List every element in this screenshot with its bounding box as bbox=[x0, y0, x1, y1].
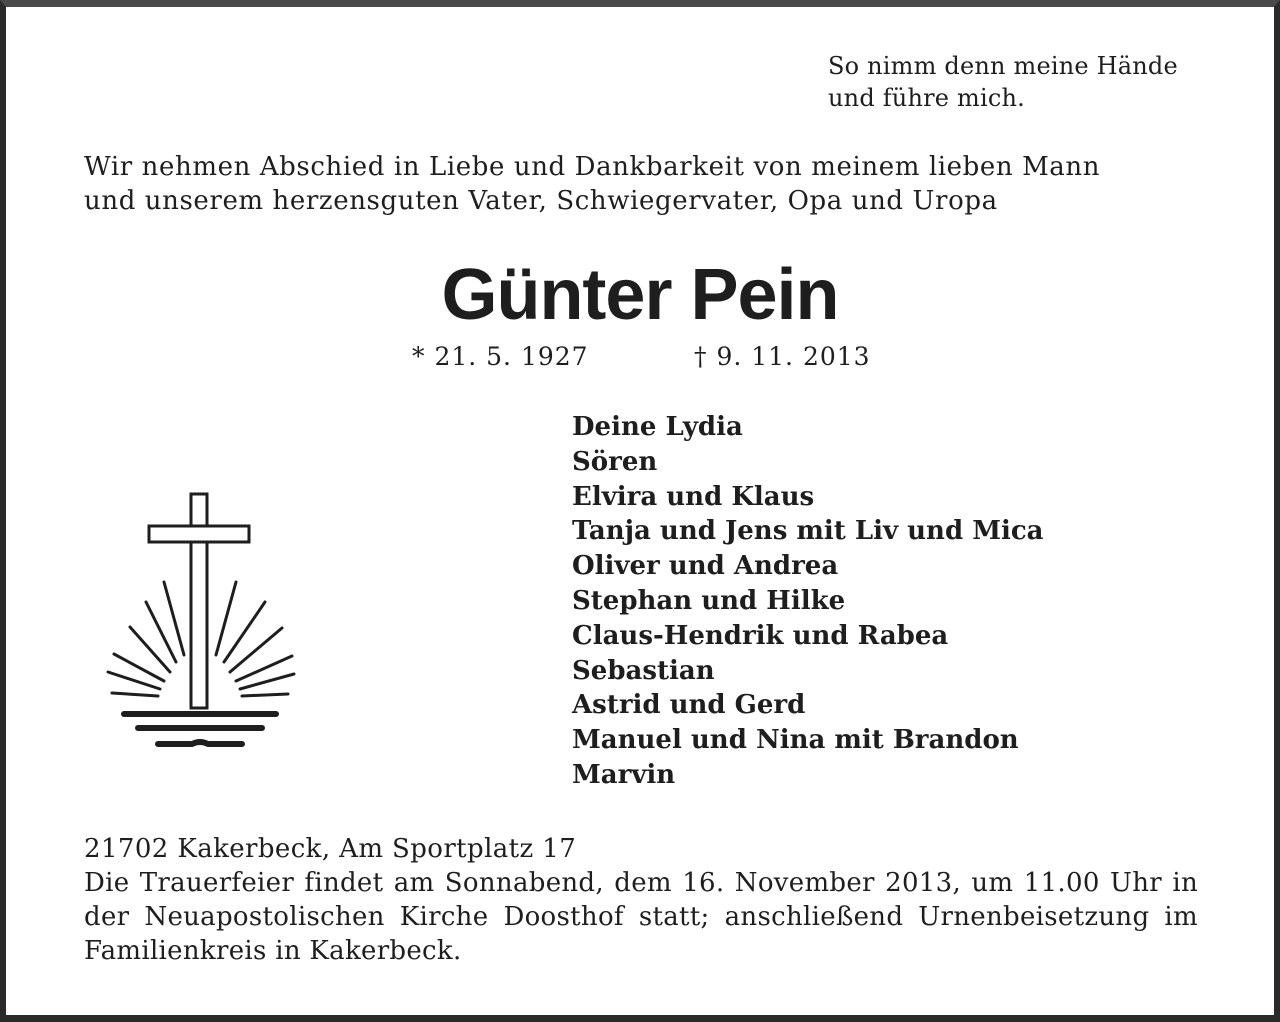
mourner-item: Astrid und Gerd bbox=[572, 690, 806, 721]
address: 21702 Kakerbeck, Am Sportplatz 17 bbox=[84, 834, 577, 864]
mourner-item: Manuel und Nina mit Brandon bbox=[572, 725, 1019, 756]
intro-line-1: Wir nehmen Abschied in Liebe und Dankbarkeit von meinem lieben Mann bbox=[84, 152, 1101, 182]
new-apostolic-church-emblem-icon bbox=[100, 490, 300, 750]
mourner-item: Claus-Hendrik und Rabea bbox=[572, 620, 949, 651]
motto-verse bbox=[828, 50, 1178, 114]
mourner-item: Stephan und Hilke bbox=[572, 585, 846, 616]
funeral-notice: Die Trauerfeier findet am Sonnabend, dem 16. November 2013, um 11.00 Uhr in der Neuapostolischen Kirche Doosthof statt; anschließend Urnenbeisetzung im Familienkreis in Kakerbeck. bbox=[84, 868, 1198, 966]
intro-line-2: und unserem herzensguten Vater, Schwiegervater, Opa und Uropa bbox=[84, 186, 998, 216]
mourner-item: Sören bbox=[572, 446, 658, 477]
mourner-item: Marvin bbox=[572, 759, 676, 790]
death-date: † 9. 11. 2013 bbox=[694, 342, 871, 371]
motto-line-2: und führe mich. bbox=[828, 84, 1025, 112]
mourner-item: Tanja und Jens mit Liv und Mica bbox=[572, 516, 1044, 547]
mourner-list bbox=[572, 410, 1044, 793]
mourner-item: Elvira und Klaus bbox=[572, 481, 815, 512]
mourner-item: Oliver und Andrea bbox=[572, 551, 839, 582]
intro-text bbox=[84, 150, 1204, 218]
mourner-item: Sebastian bbox=[572, 655, 715, 686]
deceased-name: Günter Pein bbox=[441, 255, 839, 335]
birth-date: * 21. 5. 1927 bbox=[412, 342, 589, 371]
mourner-item: Deine Lydia bbox=[572, 412, 743, 442]
motto-line-1: So nimm denn meine Hände bbox=[828, 52, 1178, 80]
